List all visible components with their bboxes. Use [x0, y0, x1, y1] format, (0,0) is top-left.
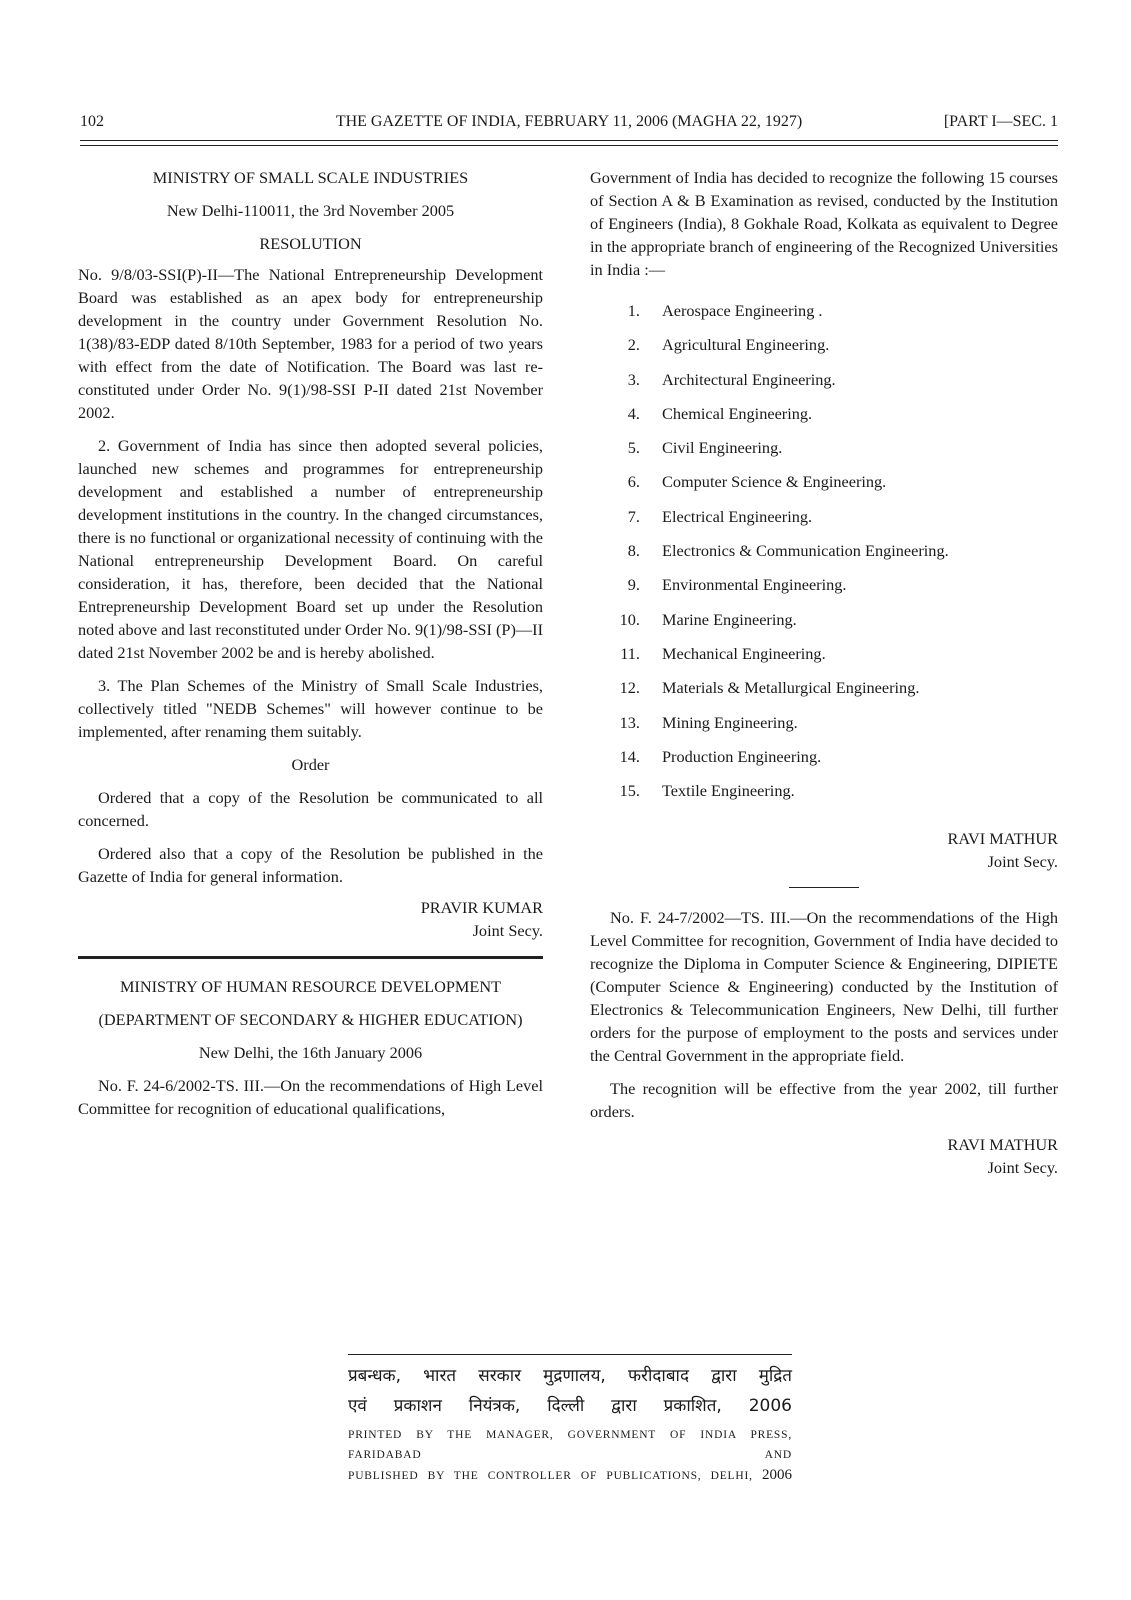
right-column [590, 166, 1058, 1179]
imprint-block [348, 1354, 792, 1486]
course-number: 13. [619, 712, 640, 732]
course-item [590, 711, 1058, 745]
signatory-title-1: Joint Secy. [472, 921, 543, 940]
signatory-name-2: RAVI MATHUR [947, 829, 1058, 849]
place-date-msi: New Delhi-110011, the 3rd November 2005 [166, 201, 455, 220]
course-item [590, 470, 1058, 504]
course-number: 7. [627, 506, 640, 526]
imprint-hindi-line-2: एवं प्रकाशन नियंत्रक, दिल्ली द्वारा प्रकाशित, 2006 [348, 1396, 792, 1416]
imprint-english-text: PUBLISHED BY THE CONTROLLER OF PUBLICATIONS, DELHI, [348, 1470, 753, 1482]
course-number: 11. [620, 643, 640, 663]
course-item [590, 299, 1058, 333]
gazette-title: THE GAZETTE OF INDIA, FEBRUARY 11, 2006 (MAGHA 22, 1927) [335, 113, 803, 130]
signatory-title-2: Joint Secy. [987, 852, 1058, 872]
course-label: Production Engineering. [662, 746, 822, 766]
course-label: Electronics & Communication Engineering. [662, 541, 949, 561]
course-item [590, 779, 1058, 813]
course-item [590, 368, 1058, 402]
course-item [590, 573, 1058, 607]
page-number: 102 [80, 113, 104, 130]
department-heading: (DEPARTMENT OF SECONDARY & HIGHER EDUCATION) [98, 1010, 523, 1029]
left-column [78, 166, 543, 1120]
resolution-heading: RESOLUTION [259, 234, 362, 253]
course-item [590, 642, 1058, 676]
course-number: 10. [619, 609, 640, 629]
resolution-para-2: 2. Government of India has since then adopted several policies, launched new schemes and programmes for entrepreneurship development and established a number of entrepreneurship development institutions in the country. In the changed circumstances, there is no functional or organizational necessity of continuing with the National entrepreneurship Development Board. On careful consideration, it has, therefore, been decided that the National Entrepreneurship Development Board set up under the Resolution noted above and last reconstituted under Order No. 9(1)/98-SSI (P)—II dated 21st November 2002 be and is hereby abolished. [78, 436, 543, 662]
notification-intro: Government of India has decided to recognize the following 15 courses of Section A & B Examination as revised, conducted by the Institution of Engineers (India), 8 Gokhale Road, Kolkata as equivalent to Degree in the appropriate branch of engineering of the Recognized Universities in India :— [590, 168, 1058, 279]
course-number: 14. [619, 746, 640, 766]
imprint-footer [0, 1354, 1131, 1486]
course-label: Aerospace Engineering . [662, 301, 823, 320]
course-label: Materials & Metallurgical Engineering. [662, 678, 920, 698]
course-label: Architectural Engineering. [662, 369, 836, 389]
course-item [590, 333, 1058, 367]
course-label: Computer Science & Engineering. [662, 472, 887, 492]
course-number: 1. [627, 301, 640, 320]
place-date-hrd: New Delhi, the 16th January 2006 [198, 1043, 423, 1062]
course-item [590, 608, 1058, 642]
notification-para-1: No. F. 24-6/2002-TS. III.—On the recommendations of High Level Committee for recognition of educational qualifications, [78, 1076, 543, 1118]
notification-para-2: No. F. 24-7/2002—TS. III.—On the recommendations of the High Level Committee for recognition, Government of India have decided to recognize the Diploma in Computer Science & Engineering, DIPIETE (Computer Science & Engineering) conducted by the Institution of Electronics & Telecommunication Engineers, New Delhi, till further orders for the purpose of employment to the posts and services under the Central Government in the appropriate field. [590, 908, 1058, 1066]
course-label: Mechanical Engineering. [662, 643, 826, 663]
course-label: Marine Engineering. [662, 609, 797, 629]
imprint-hindi-line-1: प्रबन्धक, भारत सरकार मुद्रणालय, फरीदाबाद द्वारा मुद्रित [348, 1366, 792, 1386]
notification-para-3: The recognition will be effective from the year 2002, till further orders. [590, 1079, 1058, 1122]
imprint-english-line-2 [348, 1465, 792, 1486]
imprint-year: 2006 [761, 1467, 792, 1483]
course-label: Civil Engineering. [662, 438, 783, 458]
course-label: Environmental Engineering. [662, 575, 847, 595]
course-number: 12. [619, 678, 640, 698]
signatory-name-1: PRAVIR KUMAR [420, 898, 543, 917]
resolution-para-1: No. 9/8/03-SSI(P)-II—The National Entrepreneurship Development Board was established as an apex body for entrepreneurship development in the country under Government Resolution No. 1(38)/83-EDP dated 8/10th September, 1983 for a period of two years with effect from the date of Notification. The Board was last re-constituted under Order No. 9(1)/98-SSI P-II dated 21st November 2002. [78, 265, 543, 422]
section-divider [78, 956, 543, 959]
course-number: 4. [627, 403, 640, 423]
course-item [590, 539, 1058, 573]
part-section: [PART I—SEC. 1 [943, 113, 1058, 130]
signatory-title-3: Joint Secy. [987, 1158, 1058, 1178]
resolution-para-3: 3. The Plan Schemes of the Ministry of Small Scale Industries, collectively titled "NEDB Schemes" will however continue to be implemented, after renaming them suitably. [78, 676, 543, 741]
course-label: Electrical Engineering. [662, 506, 813, 526]
course-item [590, 505, 1058, 539]
course-item [590, 436, 1058, 470]
signatory-name-3: RAVI MATHUR [947, 1135, 1058, 1155]
course-number: 15. [619, 781, 640, 801]
course-number: 9. [627, 575, 640, 595]
order-heading: Order [291, 755, 330, 774]
courses-list [590, 299, 1058, 813]
course-label: Chemical Engineering. [662, 403, 813, 423]
course-number: 2. [627, 335, 640, 355]
course-item [590, 402, 1058, 436]
order-para-1: Ordered that a copy of the Resolution be communicated to all concerned. [78, 788, 543, 830]
course-number: 6. [627, 472, 640, 492]
course-label: Mining Engineering. [662, 712, 798, 732]
notification-divider [789, 887, 859, 888]
course-label: Agricultural Engineering. [662, 335, 830, 355]
page-header [80, 113, 1058, 137]
course-number: 5. [627, 438, 640, 458]
header-rule-top [80, 140, 1058, 141]
course-label: Textile Engineering. [662, 781, 795, 801]
course-number: 3. [627, 369, 640, 389]
ministry-heading-hrd: MINISTRY OF HUMAN RESOURCE DEVELOPMENT [119, 977, 502, 996]
ministry-heading-msi: MINISTRY OF SMALL SCALE INDUSTRIES [152, 168, 469, 187]
order-para-2: Ordered also that a copy of the Resolution be published in the Gazette of India for general information. [78, 844, 543, 886]
course-number: 8. [627, 541, 640, 561]
header-rule-bottom [80, 145, 1058, 146]
imprint-english-line-1: PRINTED BY THE MANAGER, GOVERNMENT OF INDIA PRESS, FARIDABAD AND [348, 1429, 792, 1461]
course-item [590, 745, 1058, 779]
course-item [590, 676, 1058, 710]
